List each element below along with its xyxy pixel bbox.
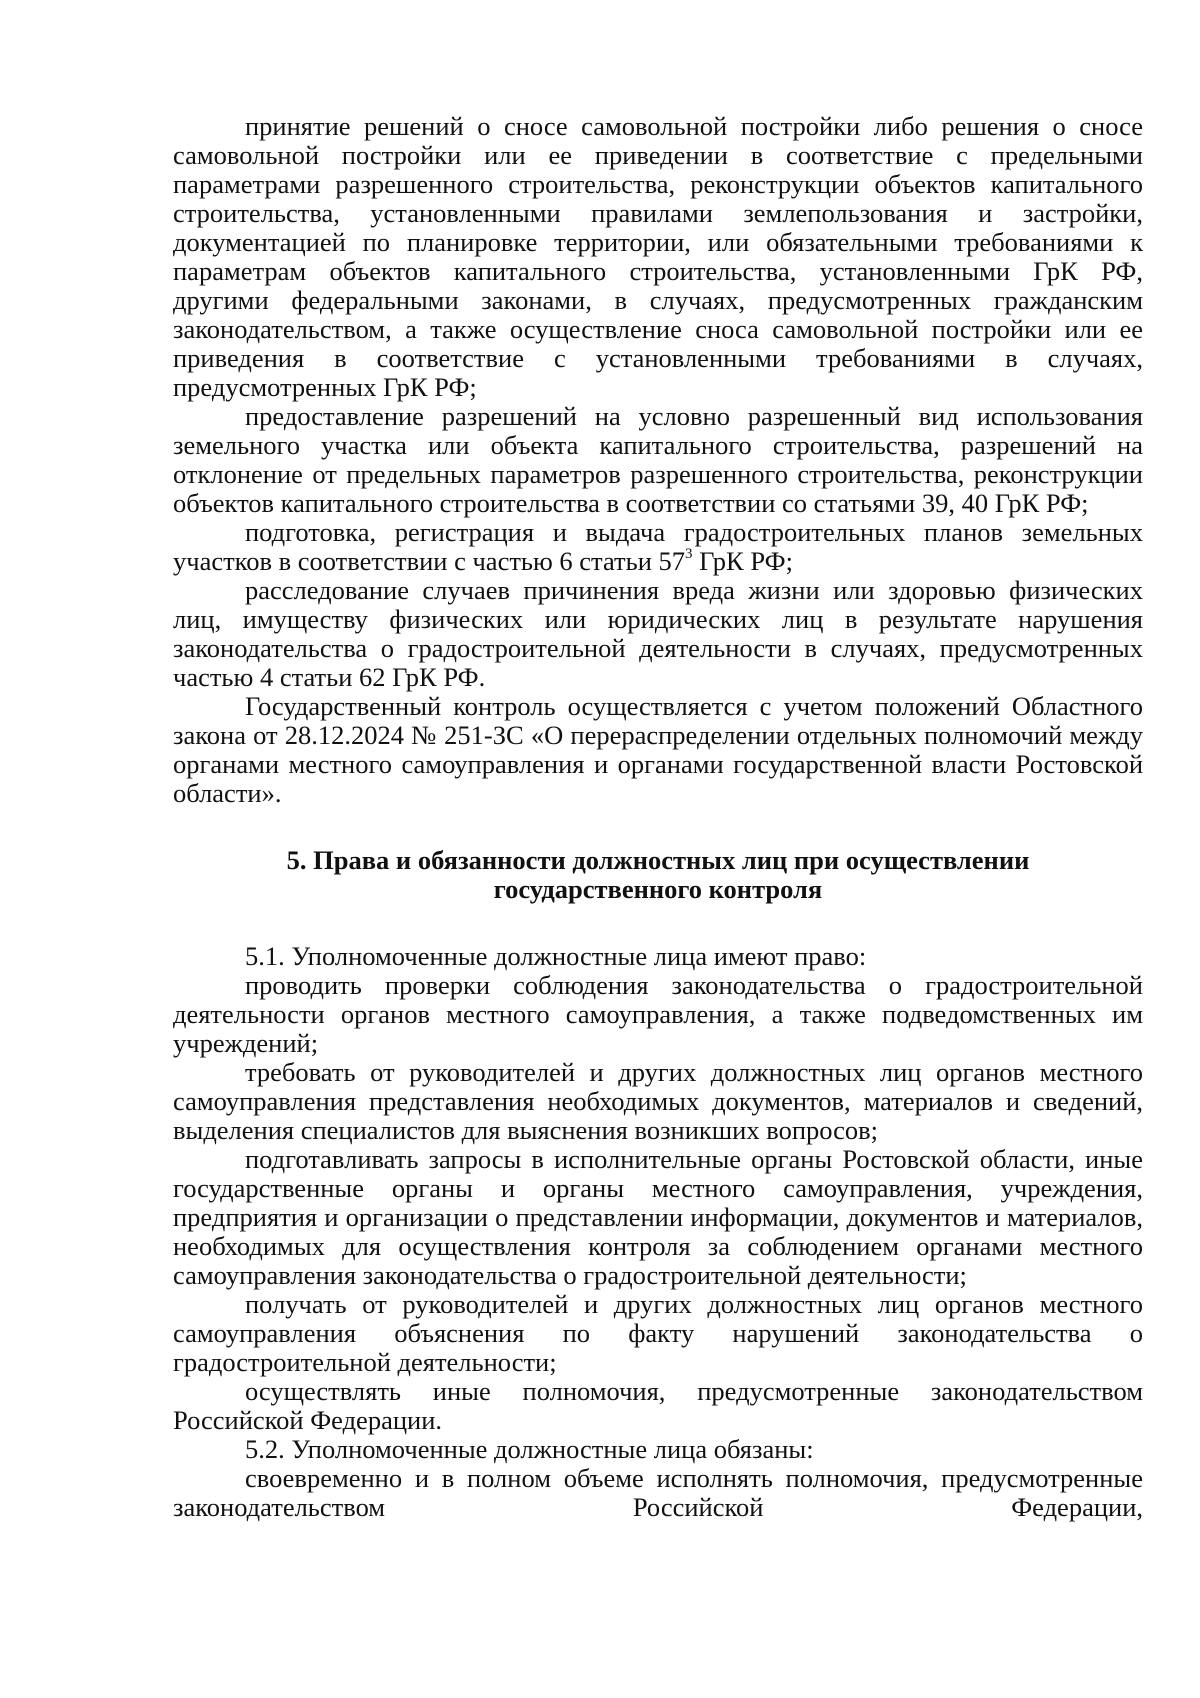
clause-5-2-title: 5.2. Уполномоченные должностные лица обязаны:	[245, 1434, 814, 1464]
article-superscript: 3	[685, 546, 693, 563]
section-heading-line-1: 5. Права и обязанности должностных лиц при осуществлении	[286, 845, 1030, 875]
paragraph-other-powers: осуществлять иные полномочия, предусмотренные законодательством Российской Федерации.	[173, 1376, 1143, 1435]
paragraph-conditional-use-permits: предоставление разрешений на условно разрешенный вид использования земельного участка или объекта капитального строительства, разрешений на отклонение от предельных параметров разрешенного строительства, реконструкции объектов капитального строительства в соответствии со статьями 39, 40 ГрК РФ;	[173, 401, 1143, 518]
paragraph-prepare-requests: подготавливать запросы в исполнительные органы Ростовской области, иные государственные органы и органы местного самоуправления, учреждения, предприятия и организации о представлении информации, документов и материалов, необходимых для осуществления контроля за соблюдением органами местного самоуправления законодательства о градостроительной деятельности;	[173, 1144, 1143, 1290]
urban-plans-text-end: ГрК РФ;	[692, 546, 793, 576]
paragraph-receive-explanations: получать от руководителей и других должностных лиц органов местного самоуправления объяснения по факту нарушений законодательства о градостроительной деятельности;	[173, 1289, 1143, 1377]
clause-5-1-title: 5.1. Уполномоченные должностные лица имеют право:	[245, 941, 867, 971]
paragraph-regional-law: Государственный контроль осуществляется с учетом положений Областного закона от 28.12.2024 № 251-ЗС «О перераспределении отдельных полномочий между органами местного самоуправления и органами государственной власти Ростовской области».	[173, 691, 1143, 808]
paragraph-demolition-decisions: принятие решений о сносе самовольной постройки либо решения о сносе самовольной постройки или ее приведении в соответствие с предельными параметрами разрешенного строительства, реконструкции объектов капитального строительства, установленными правилами землепользования и застройки, документацией по планировке территории, или обязательными требованиями к параметрам объектов капитального строительства, установленными ГрК РФ, другими федеральными законами, в случаях, предусмотренных гражданским законодательством, а также осуществление сноса самовольной постройки или ее приведения в соответствие с установленными требованиями в случаях, предусмотренных ГрК РФ;	[173, 111, 1143, 402]
paragraph-urban-plans	[173, 518, 1143, 576]
urban-plans-text: подготовка, регистрация и выдача градостроительных планов земельных участков в соответствии с частью 6 статьи 57	[173, 517, 1143, 576]
paragraph-conduct-inspections: проводить проверки соблюдения законодательства о градостроительной деятельности органов местного самоуправления, а также подведомственных им учреждений;	[173, 970, 1143, 1058]
paragraph-timely-execution: своевременно и в полном объеме исполнять полномочия, предусмотренные законодательством Российской Федерации,	[173, 1463, 1143, 1522]
section-heading-line-2: государственного контроля	[493, 874, 823, 904]
document-body	[173, 112, 1143, 1522]
paragraph-request-documents: требовать от руководителей и других должностных лиц органов местного самоуправления представления необходимых документов, материалов и сведений, выделения специалистов для выяснения возникших вопросов;	[173, 1057, 1143, 1145]
paragraph-harm-investigation: расследование случаев причинения вреда жизни или здоровью физических лиц, имуществу физических или юридических лиц в результате нарушения законодательства о градостроительной деятельности в случаях, предусмотренных частью 4 статьи 62 ГрК РФ.	[173, 575, 1143, 692]
section-heading	[173, 846, 1143, 904]
